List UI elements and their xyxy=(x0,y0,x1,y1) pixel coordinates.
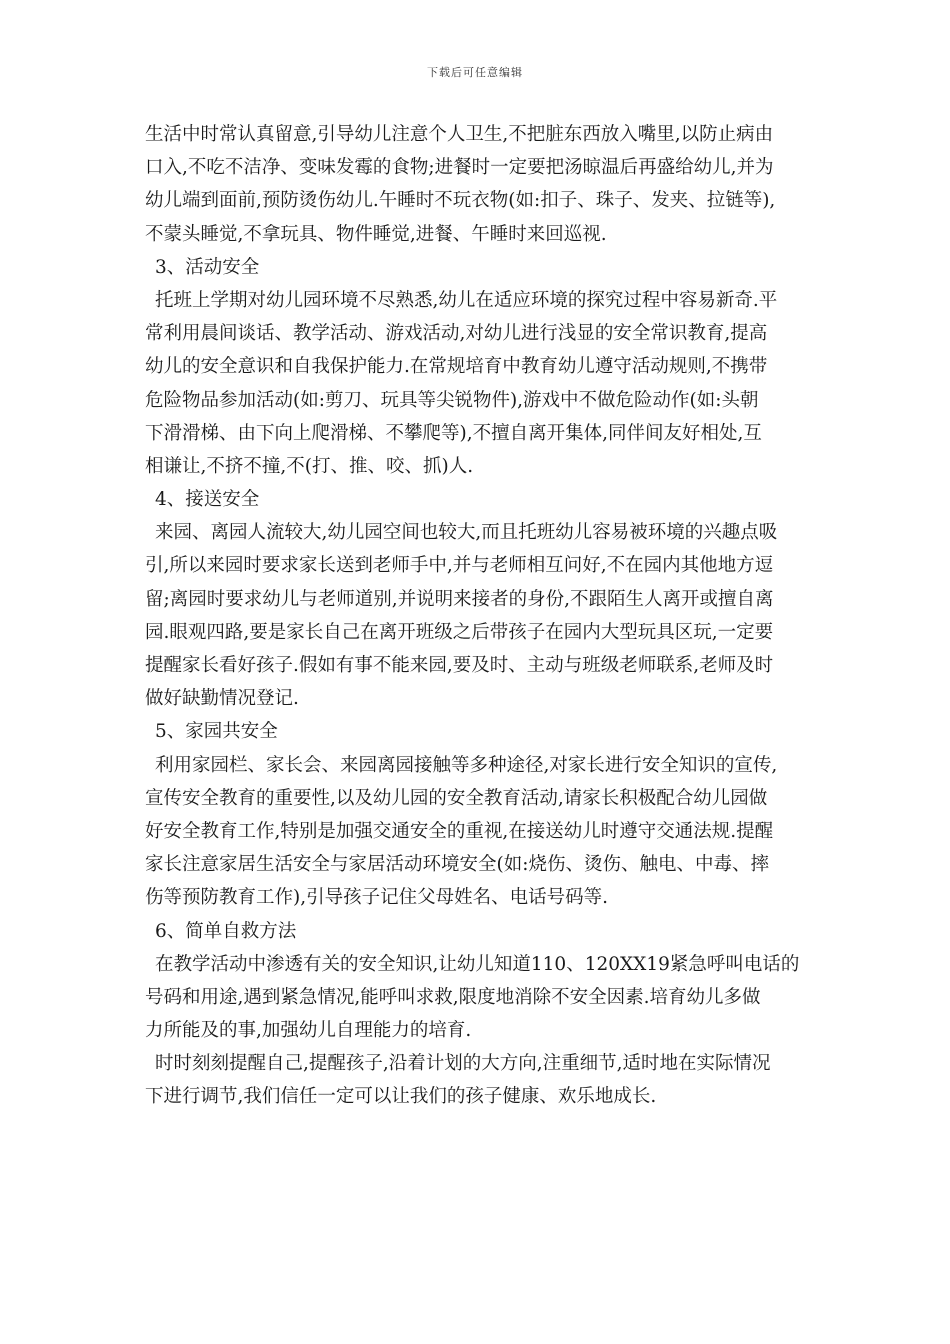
text-line: 时时刻刻提醒自己,提醒孩子,沿着计划的大方向,注重细节,适时地在实际情况 xyxy=(155,1053,771,1075)
text-line: 3、活动安全 xyxy=(155,256,260,278)
page-header: 下载后可任意编辑 xyxy=(427,66,523,79)
text-line: 相谦让,不挤不撞,不(打、推、咬、抓)人. xyxy=(145,455,474,477)
text-line: 5、家园共安全 xyxy=(155,721,278,743)
text-line: 来园、离园人流较大,幼儿园空间也较大,而且托班幼儿容易被环境的兴趣点吸 xyxy=(155,522,778,544)
text-line: 生活中时常认真留意,引导幼儿注意个人卫生,不把脏东西放入嘴里,以防止病由 xyxy=(145,124,774,145)
text-line: 留;离园时要求幼儿与老师道别,并说明来接者的身份,不跟陌生人离开或擅自离 xyxy=(145,588,774,610)
text-line: 幼儿端到面前,预防烫伤幼儿.午睡时不玩衣物(如:扣子、珠子、发夹、拉链等), xyxy=(145,190,776,212)
text-line: 力所能及的事,加强幼儿自理能力的培育. xyxy=(145,1020,472,1042)
text-line: 4、接送安全 xyxy=(155,489,260,511)
text-line: 伤等预防教育工作),引导孩子记住父母姓名、电话号码等. xyxy=(145,887,608,909)
text-line: 提醒家长看好孩子.假如有事不能来园,要及时、主动与班级老师联系,老师及时 xyxy=(145,655,774,676)
text-line: 号码和用途,遇到紧急情况,能呼叫求救,限度地消除不安全因素.培育幼儿多做 xyxy=(145,986,761,1008)
document-body xyxy=(145,118,810,1114)
text-line: 家长注意家居生活安全与家居活动环境安全(如:烧伤、烫伤、触电、中毒、摔 xyxy=(145,854,769,876)
text-line: 危险物品参加活动(如:剪刀、玩具等尖锐物件),游戏中不做危险动作(如:头朝 xyxy=(145,389,759,411)
text-line: 下进行调节,我们信任一定可以让我们的孩子健康、欢乐地成长. xyxy=(145,1086,657,1108)
text-line: 引,所以来园时要求家长送到老师手中,并与老师相互问好,不在园内其他地方逗 xyxy=(145,555,774,577)
text-line: 常利用晨间谈话、教学活动、游戏活动,对幼儿进行浅显的安全常识教育,提高 xyxy=(145,323,768,345)
text-line: 做好缺勤情况登记. xyxy=(145,688,299,710)
text-line: 下滑滑梯、由下向上爬滑梯、不攀爬等),不擅自离开集体,同伴间友好相处,互 xyxy=(145,422,762,444)
text-line: 宣传安全教育的重要性,以及幼儿园的安全教育活动,请家长积极配合幼儿园做 xyxy=(145,787,768,809)
text-line: 好安全教育工作,特别是加强交通安全的重视,在接送幼儿时遵守交通法规.提醒 xyxy=(145,820,774,842)
text-line: 口入,不吃不洁净、变味发霉的食物;进餐时一定要把汤晾温后再盛给幼儿,并为 xyxy=(145,157,774,179)
text-line: 在教学活动中渗透有关的安全知识,让幼儿知道110、120XX19紧急呼叫电话的 xyxy=(155,953,800,975)
text-line: 幼儿的安全意识和自我保护能力.在常规培育中教育幼儿遵守活动规则,不携带 xyxy=(145,356,768,378)
text-line: 园.眼观四路,要是家长自己在离开班级之后带孩子在园内大型玩具区玩,一定要 xyxy=(145,621,774,643)
text-line: 6、简单自救方法 xyxy=(155,920,297,942)
text-line: 不蒙头睡觉,不拿玩具、物件睡觉,进餐、午睡时来回巡视. xyxy=(145,223,607,245)
text-line: 利用家园栏、家长会、来园离园接触等多种途径,对家长进行安全知识的宣传, xyxy=(155,754,778,776)
text-line: 托班上学期对幼儿园环境不尽熟悉,幼儿在适应环境的探究过程中容易新奇.平 xyxy=(155,289,778,311)
